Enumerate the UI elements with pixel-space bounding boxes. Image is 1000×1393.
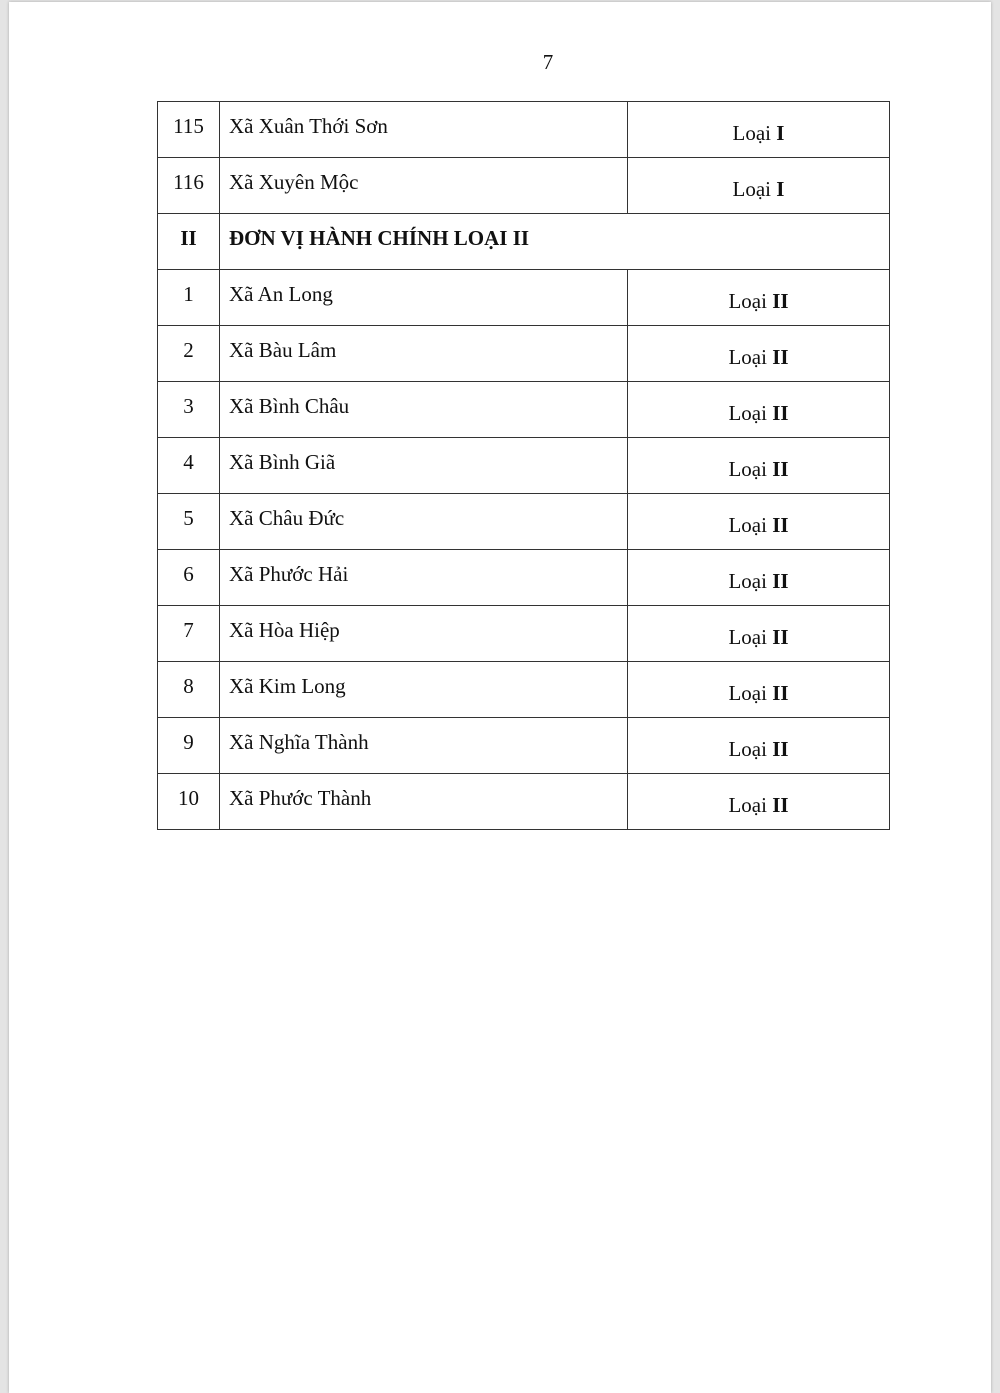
class-level: I <box>776 177 785 201</box>
unit-name: Xã Kim Long <box>220 662 628 718</box>
unit-name: Xã An Long <box>220 270 628 326</box>
unit-name: Xã Bình Châu <box>220 382 628 438</box>
class-word: Loại <box>728 569 767 593</box>
table-row <box>158 270 890 326</box>
row-number: 10 <box>158 774 220 830</box>
class-level: II <box>772 737 789 761</box>
row-number: 115 <box>158 102 220 158</box>
row-number: 5 <box>158 494 220 550</box>
class-level: II <box>772 793 789 817</box>
section-title: ĐƠN VỊ HÀNH CHÍNH LOẠI II <box>220 214 890 270</box>
table-row <box>158 158 890 214</box>
unit-classification <box>628 158 890 214</box>
table-row <box>158 494 890 550</box>
table-row <box>158 718 890 774</box>
unit-classification <box>628 662 890 718</box>
table-row <box>158 550 890 606</box>
class-level: I <box>776 121 785 145</box>
class-level: II <box>772 681 789 705</box>
unit-name: Xã Phước Thành <box>220 774 628 830</box>
class-level: II <box>772 569 789 593</box>
unit-name: Xã Xuân Thới Sơn <box>220 102 628 158</box>
table-row <box>158 606 890 662</box>
unit-classification <box>628 774 890 830</box>
class-level: II <box>772 345 789 369</box>
section-number: II <box>158 214 220 270</box>
row-number: 7 <box>158 606 220 662</box>
unit-classification <box>628 718 890 774</box>
class-word: Loại <box>728 681 767 705</box>
page-number: 7 <box>542 50 554 74</box>
table-row <box>158 438 890 494</box>
class-word: Loại <box>728 289 767 313</box>
class-level: II <box>772 625 789 649</box>
unit-classification <box>628 326 890 382</box>
unit-classification <box>628 382 890 438</box>
table-row <box>158 102 890 158</box>
row-number: 2 <box>158 326 220 382</box>
class-level: II <box>772 401 789 425</box>
unit-classification <box>628 606 890 662</box>
unit-classification <box>628 494 890 550</box>
administrative-unit-table <box>157 101 890 830</box>
unit-name: Xã Xuyên Mộc <box>220 158 628 214</box>
unit-classification <box>628 270 890 326</box>
row-number: 1 <box>158 270 220 326</box>
table-row <box>158 662 890 718</box>
unit-name: Xã Bình Giã <box>220 438 628 494</box>
class-word: Loại <box>732 177 772 201</box>
unit-name: Xã Nghĩa Thành <box>220 718 628 774</box>
class-word: Loại <box>728 737 767 761</box>
class-word: Loại <box>728 345 767 369</box>
table-row <box>158 326 890 382</box>
row-number: 9 <box>158 718 220 774</box>
unit-classification <box>628 102 890 158</box>
row-number: 116 <box>158 158 220 214</box>
row-number: 3 <box>158 382 220 438</box>
table-row <box>158 382 890 438</box>
unit-name: Xã Phước Hải <box>220 550 628 606</box>
class-word: Loại <box>728 401 767 425</box>
class-word: Loại <box>728 625 767 649</box>
unit-name: Xã Hòa Hiệp <box>220 606 628 662</box>
unit-name: Xã Châu Đức <box>220 494 628 550</box>
unit-name: Xã Bàu Lâm <box>220 326 628 382</box>
class-level: II <box>772 289 789 313</box>
class-word: Loại <box>732 121 772 145</box>
table-row <box>158 774 890 830</box>
row-number: 4 <box>158 438 220 494</box>
row-number: 8 <box>158 662 220 718</box>
section-header-row <box>158 214 890 270</box>
class-level: II <box>772 457 789 481</box>
row-number: 6 <box>158 550 220 606</box>
class-word: Loại <box>728 513 767 537</box>
unit-classification <box>628 550 890 606</box>
class-word: Loại <box>728 457 767 481</box>
class-word: Loại <box>728 793 767 817</box>
unit-classification <box>628 438 890 494</box>
class-level: II <box>772 513 789 537</box>
